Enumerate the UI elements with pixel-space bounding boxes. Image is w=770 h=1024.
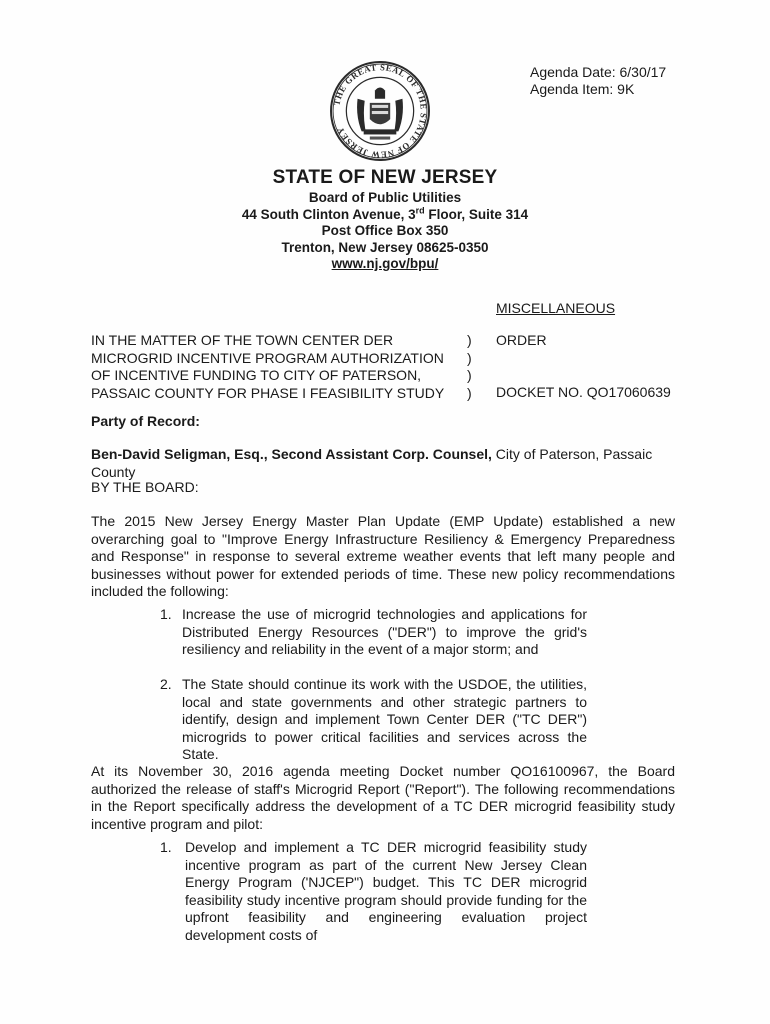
agenda-item: Agenda Item: 9K: [530, 81, 635, 97]
paragraph-microgrid-report: At its November 30, 2016 agenda meeting Docket number QO16100967, the Board authorized the release of staff's Microgrid Report ("Report"). The following recommendations in the Report specifically address the development of a TC DER microgrid feasibility study incentive program and pilot:: [91, 763, 675, 832]
order-label: ORDER: [496, 332, 547, 348]
party-name: Ben-David Seligman, Esq., Second Assistant Corp. Counsel,: [91, 446, 492, 462]
agenda-date: Agenda Date: 6/30/17: [530, 64, 667, 80]
agenda-info: [530, 64, 666, 98]
list-text: The State should continue its work with the USDOE, the utilities, local and state governments and other strategic partners to identify, design and implement Town Center DER ("TC DER") microgrids to power critical facilities and services across the State.: [182, 676, 587, 762]
list-number: 1.: [160, 606, 172, 622]
docket-number: DOCKET NO. QO17060639: [496, 384, 671, 400]
state-title: STATE OF NEW JERSEY: [272, 167, 498, 188]
caption-title: [91, 332, 461, 402]
list-item: [160, 839, 590, 949]
caption-brackets: ) ) ) ): [467, 332, 472, 401]
letterhead: [0, 166, 770, 273]
board-name: Board of Public Utilities: [308, 190, 462, 205]
list-number: 2.: [160, 676, 172, 692]
list-item: [160, 606, 590, 666]
caption-line: PASSAIC COUNTY FOR PHASE I FEASIBILITY STUDY: [91, 384, 445, 401]
list-text: Increase the use of microgrid technologies and applications for Distributed Energy Resources ("DER") to improve the grid's resiliency and reliability in the event of a major storm; and: [182, 606, 587, 657]
party-of-record: [91, 446, 675, 481]
state-seal-image: [329, 60, 431, 162]
list-number: 1.: [160, 839, 172, 855]
category-label: MISCELLANEOUS: [496, 300, 616, 316]
party-affiliation: City of Paterson, Passaic County: [91, 446, 653, 480]
caption-line: IN THE MATTER OF THE TOWN CENTER DER: [91, 332, 394, 348]
list-item: [160, 676, 590, 762]
svg-text:THE GREAT SEAL OF THE STATE OF: THE GREAT SEAL OF THE STATE OF NEW JERSEY: [331, 62, 429, 161]
party-of-record-heading: Party of Record:: [91, 413, 200, 429]
street-address: 44 South Clinton Avenue, 3rd Floor, Suite 314: [241, 205, 529, 222]
by-the-board: BY THE BOARD:: [91, 479, 199, 495]
po-box: Post Office Box 350: [321, 223, 449, 238]
list-text: Develop and implement a TC DER microgrid feasibility study incentive program as part of the current New Jersey Clean Energy Program ('NJCEP") budget. This TC DER microgrid feasibility study incentive program should provide funding for the upfront feasibility and engineering evaluation project development costs of: [185, 839, 587, 943]
website-link[interactable]: www.nj.gov/bpu/: [331, 256, 439, 271]
caption-line: MICROGRID INCENTIVE PROGRAM AUTHORIZATION: [91, 349, 444, 366]
paragraph-emp-update: The 2015 New Jersey Energy Master Plan Update (EMP Update) established a new overarching goal to "Improve Energy Infrastructure Resiliency & Emergency Preparedness and Response" in response to several extreme weather events that left many people and businesses without power for extended periods of time. These new policy recommendations included the following:: [91, 513, 675, 599]
caption-line: OF INCENTIVE FUNDING TO CITY OF PATERSON,: [91, 367, 422, 383]
city-line: Trenton, New Jersey 08625-0350: [281, 239, 489, 255]
